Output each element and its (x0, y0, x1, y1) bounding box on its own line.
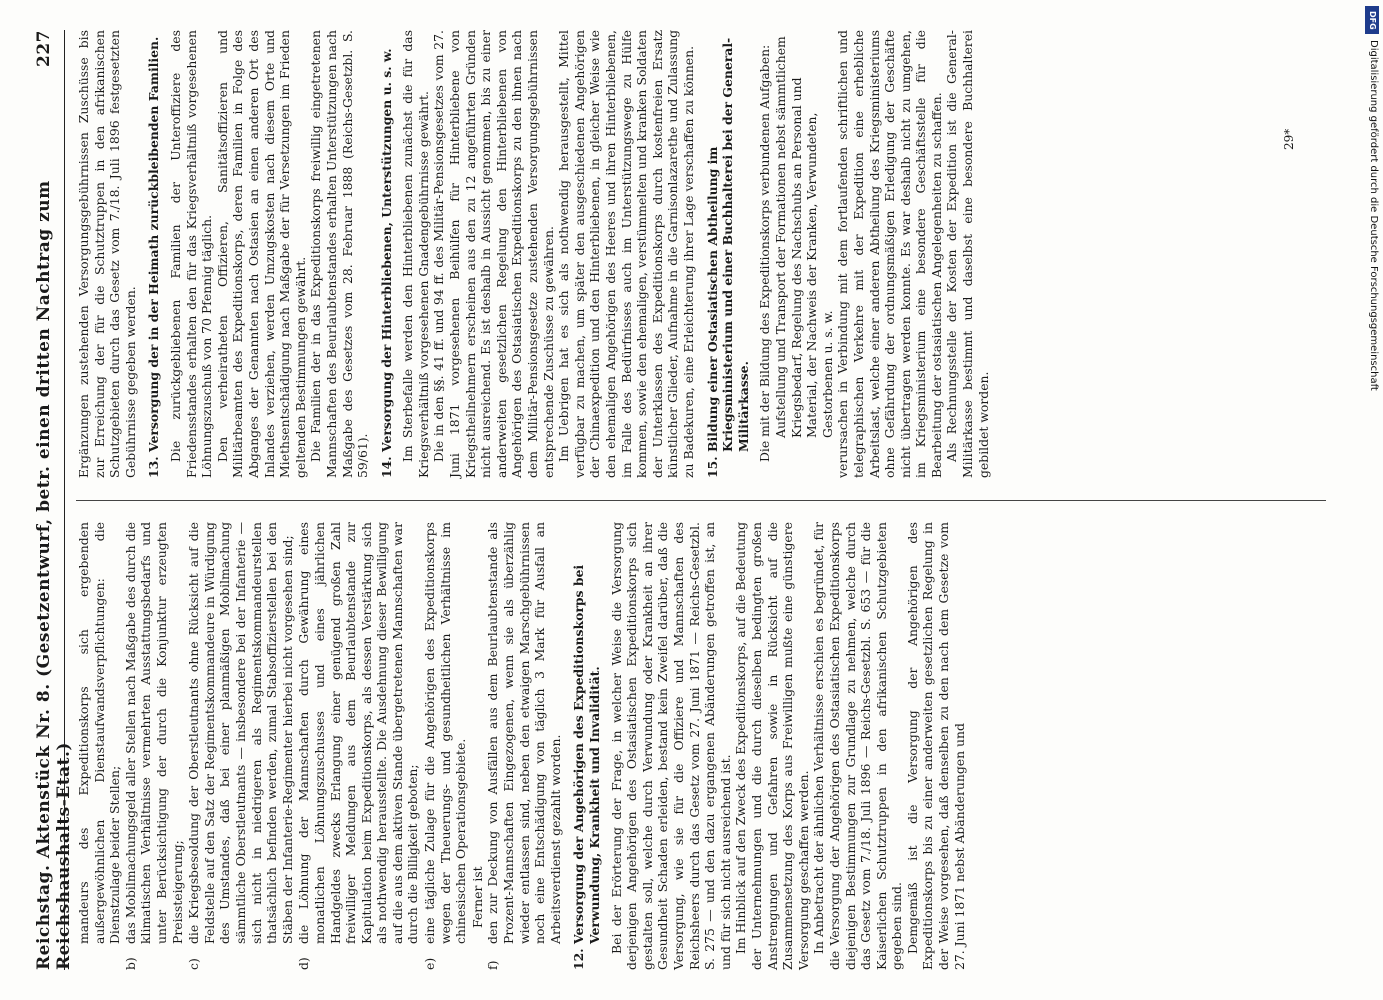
paragraph: Bei der Erörterung der Frage, in welcher Weise die Versorgung derjenigen Angehörigen des Ostasiatischen Expeditionskorps sich gestalten soll, welche durch Verwundung oder Krankheit an ihrer Gesundheit Schaden erleiden, bestand kein Zweifel darüber, daß die Versorgung, wie sie für die Offiziere und Mannschaften des Reichsheers durch das Gesetz vom 27. Juni 1871 — Reichs-Gesetzbl. S. 275 — und den dazu ergangenen Abänderungen getroffen ist, an und für sich nicht ausreichend ist. (608, 522, 733, 970)
section-heading-12: 12. Versorgung der Angehörigen des Expeditionskorps bei Verwundung, Krankheit und Invalidität. (571, 564, 602, 970)
sheet-signature: 29* (1282, 128, 1296, 150)
paragraph: In Anbetracht der ähnlichen Verhältnisse erschien es begründet, für die Versorgung der Angehörigen des Ostasiatischen Expeditionskorps diejenigen Bestimmungen zur Grundlage zu nehmen, welche durch das Gesetz vom 7./18. Juli 1896 — Reichs-Gesetzbl. S. 653 — für die Kaiserlichen Schutztruppen in den afrikanischen Schutzgebieten gegeben sind. (811, 522, 905, 970)
paragraph: Die Familien der in das Expeditionskorps freiwillig eingetretenen Mannschaften des Beurlaubtenstandes erhalten Unterstützungen nach Maßgabe des Gesetzes vom 28. Februar 1888 (Reichs-Gesetzbl. S. 59/61). (308, 30, 371, 478)
running-head-title: Reichstag. Aktenstück Nr. 8. (Gesetzentwurf, betr. einen dritten Nachtrag zum Reichshaushalts-Etat.) (34, 180, 74, 970)
running-head (30, 30, 74, 970)
paragraph: Die in den §§. 41 ff. und 94 ff. des Militär-Pensionsgesetzes vom 27. Juni 1871 vorgesehenen Beihülfen für Hinterbliebene von Kriegstheilnehmern erscheinen aus den zu 12 angeführten Gründen nicht ausreichend. Es ist deshalb in Aussicht genommen, bis zu einer anderweiten gesetzlichen Regelung den Hinterbliebenen von Angehörigen des Ostasiatischen Expeditionskorps zu den ihnen nach dem Militär-Pensionsgesetze zustehenden Versorgungsgebührnissen entsprechende Zuschüsse zu gewähren. (431, 30, 556, 478)
section-heading-13: 13. Versorgung der in der Heimath zurückbleibenden Familien. (146, 36, 162, 478)
paragraph: verursachen in Verbindung mit dem fortlaufenden schriftlichen und telegraphischen Verkehre mit der Expedition eine erhebliche Arbeitslast, welche einer anderen Abtheilung des Kriegsministeriums ohne Gefährdung der ordnungsmäßigen Erledigung der Geschäfte nicht übertragen werden konnte. Es war deshalb nicht zu umgehen, im Kriegsministerium eine besondere Geschäftsstelle für die Bearbeitung der ostasiatischen Angelegenheiten zu schaffen. (835, 30, 944, 478)
paragraph: Als Rechnungsstelle der Kosten der Expedition ist die General-Militärkasse bestimmt und daselbst eine besondere Buchhalterei gebildet worden. (944, 30, 991, 478)
paragraph: Die mit der Bildung des Expeditionskorps verbundenen Aufgaben: (757, 44, 773, 462)
paragraph: Im Uebrigen hat es sich als nothwendig herausgestellt, Mittel verfügbar zu machen, um später den ausgeschiedenen Angehörigen der Chinaexpedition und den Hinterbliebenen, in gleicher Weise wie den ehemaligen Angehörigen des Heeres und ihren Hinterbliebenen, im Falle des Bedürfnisses auch im Unterstützungswege zu Hülfe kommen, sowie den ehemaligen, verstümmelten und kranken Soldaten der Unterklassen des Expeditionskorps durch kostenfreien Ersatz künstlicher Glieder, Aufnahme in die Garnisonlazarethe und Zulassung zu Badekuren, eine Erleichterung ihrer Lage verschaffen zu können. (556, 30, 696, 478)
column-divider (76, 500, 1326, 501)
list-item-b: b) das Mobilmachungsgeld aller Stellen nach Maßgabe des durch die klimatischen Verhältnisse vermehrten Ausstattungsbedarfs und unter Berücksichtigung der durch die Konjunktur erzeugten Preissteigerung; (122, 522, 185, 970)
section-heading-14: 14. Versorgung der Hinterbliebenen, Unterstützungen u. s. w. (378, 48, 394, 478)
paragraph: Demgemäß ist die Versorgung der Angehörigen des Expeditionskorps bis zu einer anderweiten gesetzlichen Regelung in der Weise vorgesehen, daß denselben zu den nach dem Gesetze vom 27. Juni 1871 nebst Abänderungen und (904, 522, 967, 970)
right-column (76, 30, 991, 478)
list-item-d: d) die Löhnung der Mannschaften durch Gewährung eines monatlichen Löhnungszuschusses und eines jährlichen Handgeldes zwecks Erlangung einer genügend großen Zahl freiwilliger Meldungen aus dem Beurlaubtenstande zur Kapitulation beim Expeditionskorps, als dessen Verstärkung sich als nothwendig herausstellte. Die Ausdehnung dieser Bewilligung auf die aus dem aktiven Stande übergetretenen Mannschaften war durch die Billigkeit geboten; (296, 522, 421, 970)
section-heading-15: 15. Bildung einer Ostasiatischen Abtheilung im Kriegsministerium und einer Buchhalterei bei der General-Militärkasse. (704, 37, 751, 478)
paragraph: Im Sterbefalle werden den Hinterbliebenen zunächst die für das Kriegsverhältniß vorgesehenen Gnadengebührnisse gewährt. (400, 30, 431, 478)
funding-note: Digitalisierung gefördert durch die Deutsche Forschungsgemeinschaft (1368, 40, 1379, 391)
left-column (76, 522, 967, 970)
list-item-f: f) den zur Deckung von Ausfällen aus dem Beurlaubtenstande als Prozent-Mannschaften Eingezogenen, wenn sie als überzählig wieder entlassen sind, neben den etwaigen Marschgebührnissen noch eine Entschädigung von täglich 3 Mark für Ausfall an Arbeitsverdienst gezahlt worden. (485, 522, 563, 970)
list-item-e: e) eine tägliche Zulage für die Angehörigen des Expeditionskorps wegen der Theuerungs- und gesundheitlichen Verhältnisse im chinesischen Operationsgebiete. (422, 522, 469, 970)
rotated-document-page (30, 30, 1340, 970)
dfg-logo: DFG (1365, 6, 1379, 34)
page-number: 227 (34, 30, 54, 67)
list-item-c: c) die Kriegsbesoldung der Oberstleutnants ohne Rücksicht auf die Feldstelle auf den Satz der Regimentskommandeure in Würdigung des Umstandes, daß bei einer planmäßigen Mobilmachung sämmtliche Oberstleutnants — insbesondere bei der Infanterie — sich nicht in niedrigeren als Regimentskommandeurstellen thatsächlich befinden werden, zumal Stabsoffizierstellen bei den Stäben der Infanterie-Regimenter hierbei nicht vorgesehen sind; (186, 522, 295, 970)
paragraph: Den verheiratheten Offizieren, Sanitätsoffizieren und Militärbeamten des Expeditionskorps, deren Familien in Folge des Abganges der Genannten nach Ostasien an einen anderen Ort des Inlandes verziehen, werden Umzugskosten nach diesem Orte und Miethsentschädigung nach Maßgabe der für Versetzungen im Frieden geltenden Bestimmungen gewährt. (214, 30, 308, 478)
indented-block: Aufstellung und Transport der Formationen nebst sämmtlichem Kriegsbedarf, Regelung des Nachschubs an Personal und Material, der Nachweis der Kranken, Verwundeten, Gestorbenen u. s. w. (772, 36, 835, 438)
paragraph: Im Hinblick auf den Zweck des Expeditionskorps, auf die Bedeutung der Unternehmungen und die durch dieselben bedingten großen Anstrengungen und Gefahren sowie in Rücksicht auf die Zusammensetzung des Korps aus Freiwilligen mußte eine günstigere Versorgung geschaffen werden. (733, 522, 811, 970)
paragraph: Ergänzungen zustehenden Versorgungsgebührnissen Zuschüsse bis zur Erreichung der für die Schutztruppen in den afrikanischen Schutzgebieten durch das Gesetz vom 7./18. Juli 1896 festgesetzten Gebührnisse gegeben werden. (76, 30, 138, 478)
paragraph: mandeurs des Expeditionskorps sich ergebenden außergewöhnlichen Dienstaufwandsverpflichtungen: die Dienstzulage beider Stellen; (76, 522, 123, 944)
paragraph-ferner: Ferner ist (469, 866, 485, 928)
paragraph: Die zurückgebliebenen Familien der Unteroffiziere des Friedensstandes erhalten den für das Kriegsverhältniß vorgesehenen Löhnungszuschuß von 70 Pfennig täglich. (167, 30, 215, 478)
